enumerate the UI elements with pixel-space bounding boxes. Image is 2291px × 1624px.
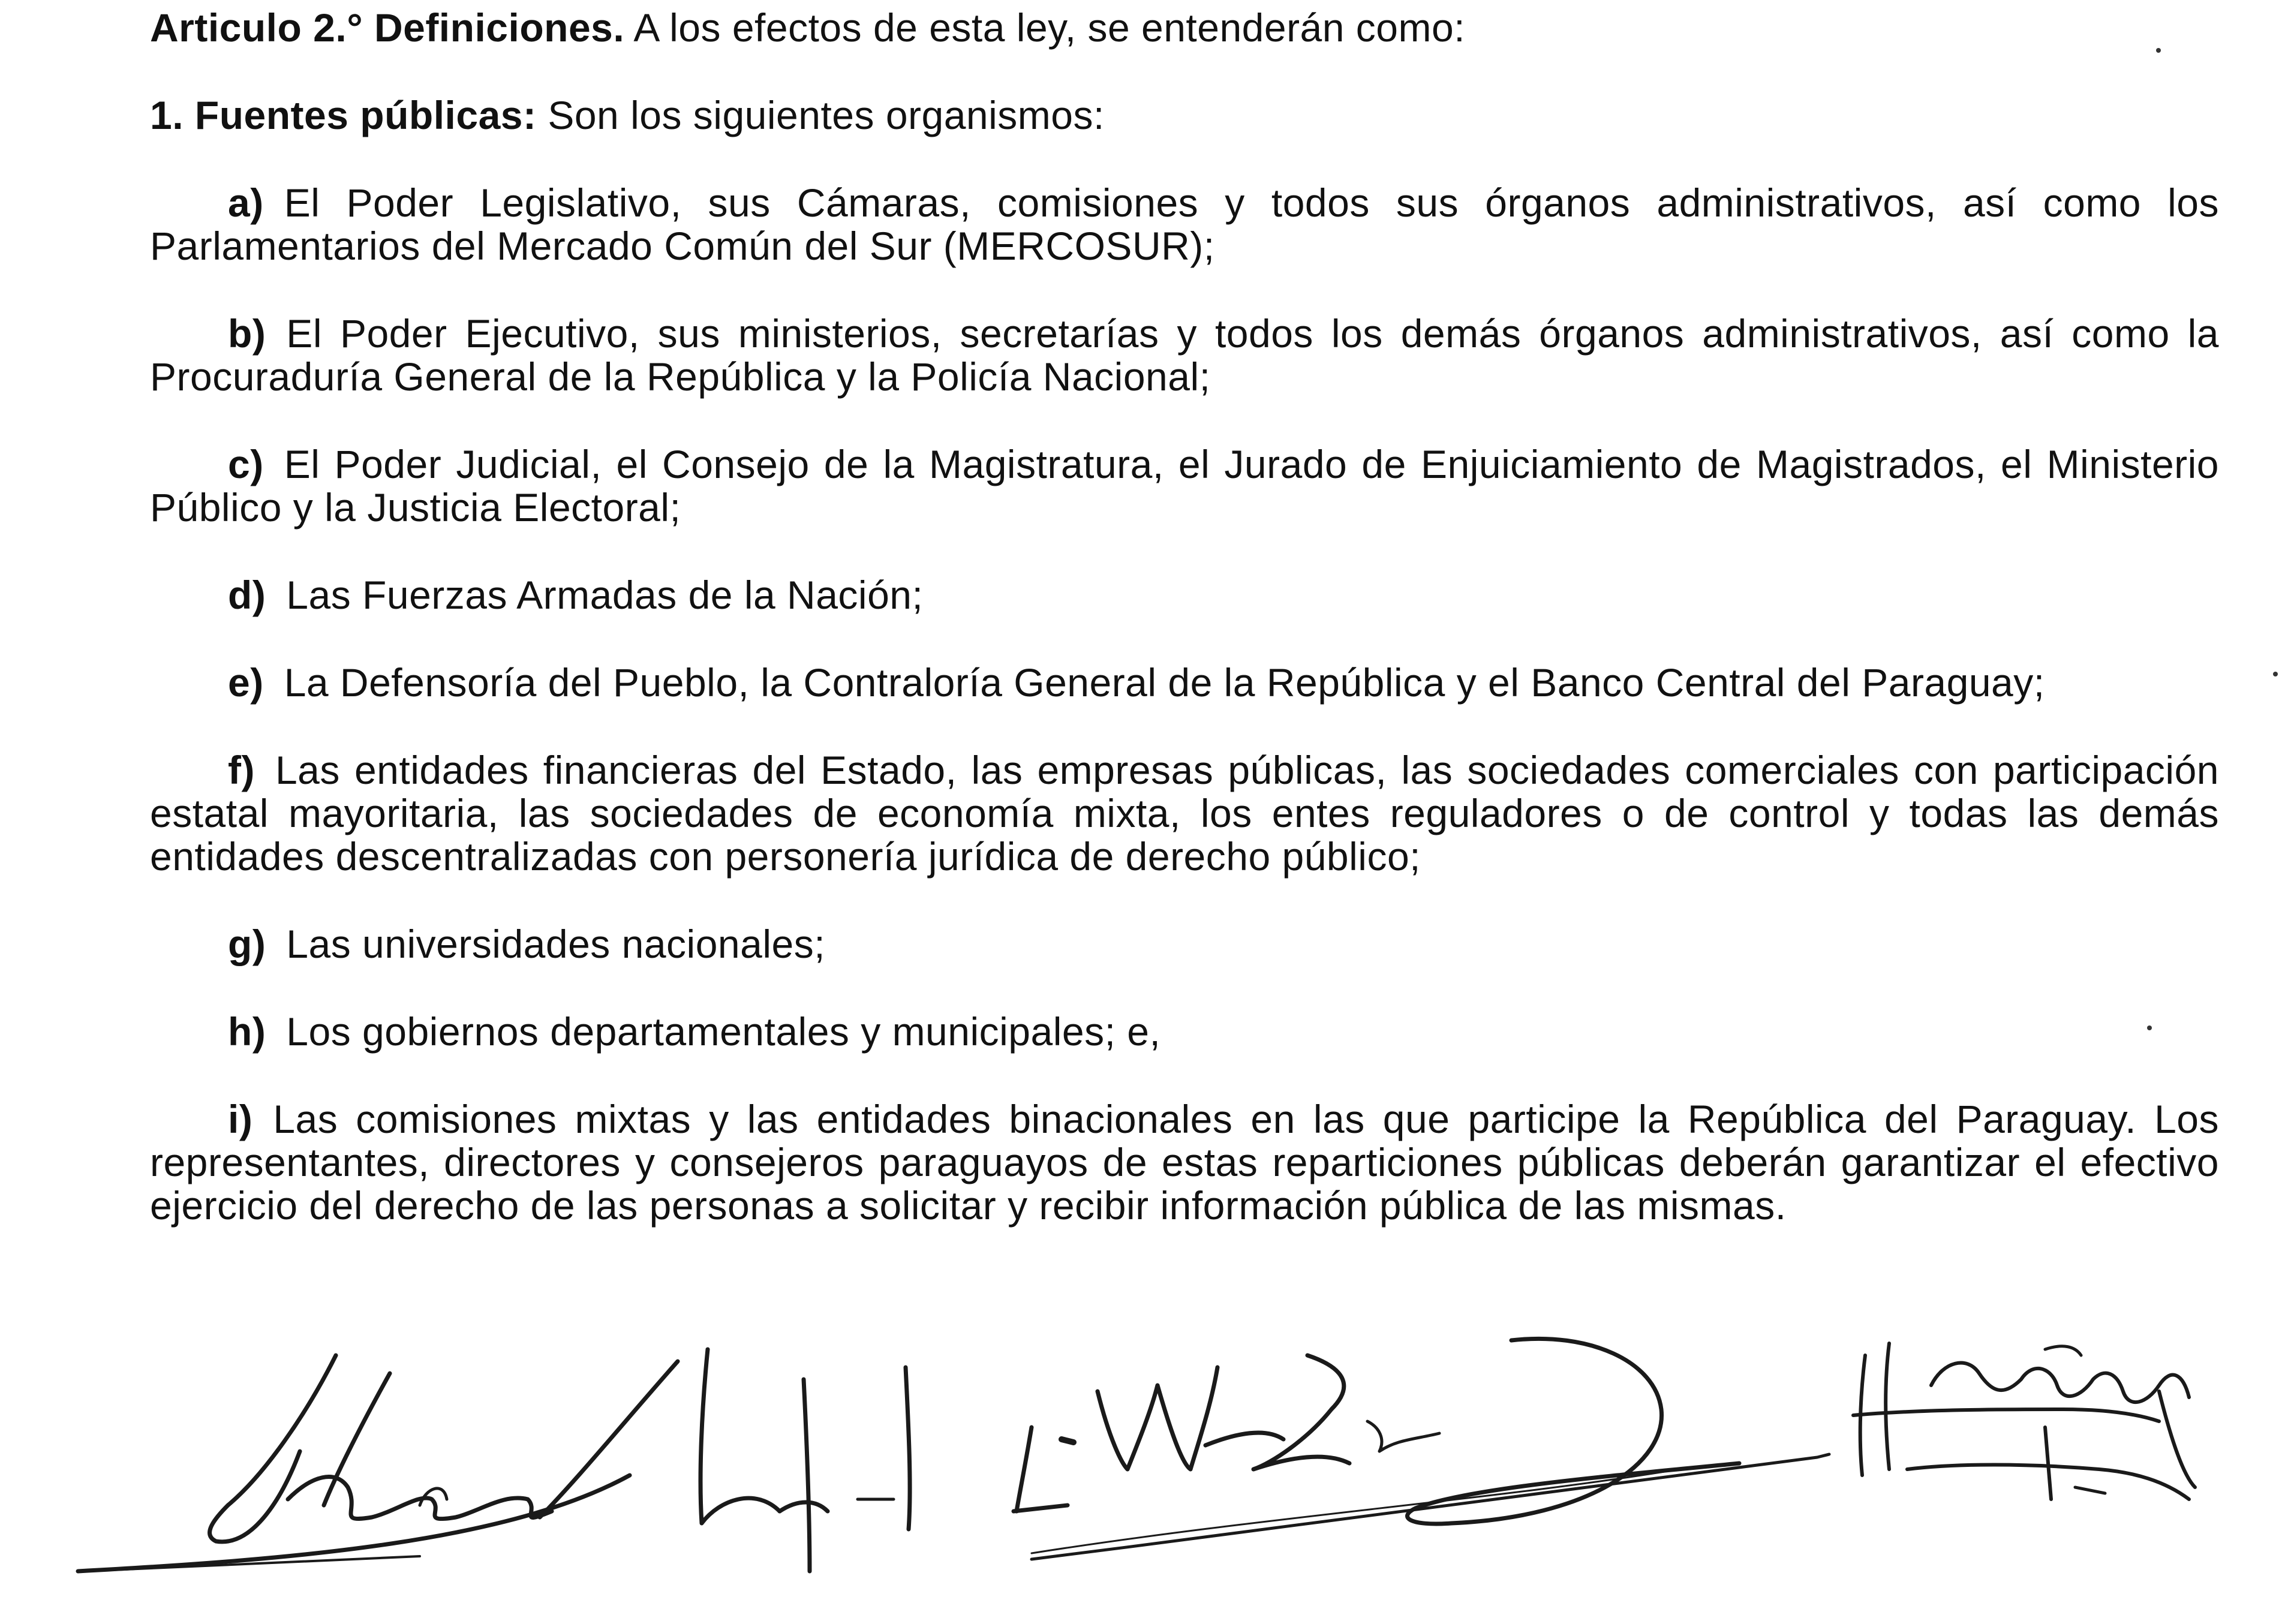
section-heading-paragraph [150, 94, 2219, 137]
signatures-drawing [0, 1319, 2291, 1607]
item-text: La Defensoría del Pueblo, la Contraloría General de la República y el Banco Central del Paraguay; [284, 660, 2045, 705]
item-letter: f) [228, 748, 255, 792]
item-text: Las entidades financieras del Estado, las empresas públicas, las sociedades comerciales con participación estatal mayoritaria, las sociedades de economía mixta, los entes reguladores o de control y todas las demás entidades descentralizadas con personería jurídica de derecho público; [150, 748, 2219, 879]
list-item-h [150, 1010, 2219, 1053]
item-text: Los gobiernos departamentales y municipales; e, [286, 1009, 1161, 1054]
scan-speck [2156, 48, 2161, 53]
signature-4 [1853, 1343, 2195, 1499]
item-letter: c) [228, 442, 264, 486]
item-letter: g) [228, 922, 266, 966]
scan-speck [2273, 672, 2278, 676]
list-item-a [150, 181, 2219, 267]
item-letter: i) [228, 1097, 253, 1141]
section-intro: Son los siguientes organismos: [548, 93, 1105, 137]
item-text: El Poder Legislativo, sus Cámaras, comisiones y todos sus órganos administrativos, así como los Parlamentarios del Mercado Común del Sur (MERCOSUR); [150, 181, 2219, 268]
signature-1 [78, 1355, 678, 1571]
item-letter: e) [228, 660, 264, 705]
list-item-f [150, 748, 2219, 878]
item-text: El Poder Ejecutivo, sus ministerios, secretarías y todos los demás órganos administrativos, así como la Procuraduría General de la República y la Policía Nacional; [150, 311, 2219, 399]
item-text: Las universidades nacionales; [286, 922, 826, 966]
item-letter: b) [228, 311, 266, 356]
signature-3 [1014, 1355, 1439, 1511]
item-letter: h) [228, 1009, 266, 1054]
signature-flourish [1032, 1339, 1829, 1559]
list-item-c [150, 443, 2219, 529]
article-heading: Articulo 2.° Definiciones. [150, 5, 625, 50]
law-text [150, 6, 2219, 1271]
article-heading-paragraph [150, 6, 2219, 49]
list-item-e [150, 661, 2219, 704]
item-text: Las comisiones mixtas y las entidades binacionales en las que participe la República del Paraguay. Los representantes, directores y consejeros paraguayos de estas reparticiones públicas deberán garantizar el efectivo ejercicio del derecho de las personas a solicitar y recibir información pública de las mismas. [150, 1097, 2219, 1228]
item-text: El Poder Judicial, el Consejo de la Magistratura, el Jurado de Enjuiciamiento de Magistrados, el Ministerio Público y la Justicia Electoral; [150, 442, 2219, 530]
item-letter: d) [228, 573, 266, 617]
list-item-b [150, 312, 2219, 398]
signature-area [0, 1319, 2291, 1607]
list-item-g [150, 922, 2219, 966]
section-heading: 1. Fuentes públicas: [150, 93, 537, 137]
item-letter: a) [228, 181, 264, 225]
scan-speck [2147, 1025, 2152, 1030]
signature-2 [700, 1349, 910, 1571]
article-intro: A los efectos de esta ley, se entenderán como: [633, 5, 1466, 50]
list-item-i [150, 1097, 2219, 1227]
list-item-d [150, 573, 2219, 616]
item-text: Las Fuerzas Armadas de la Nación; [286, 573, 924, 617]
